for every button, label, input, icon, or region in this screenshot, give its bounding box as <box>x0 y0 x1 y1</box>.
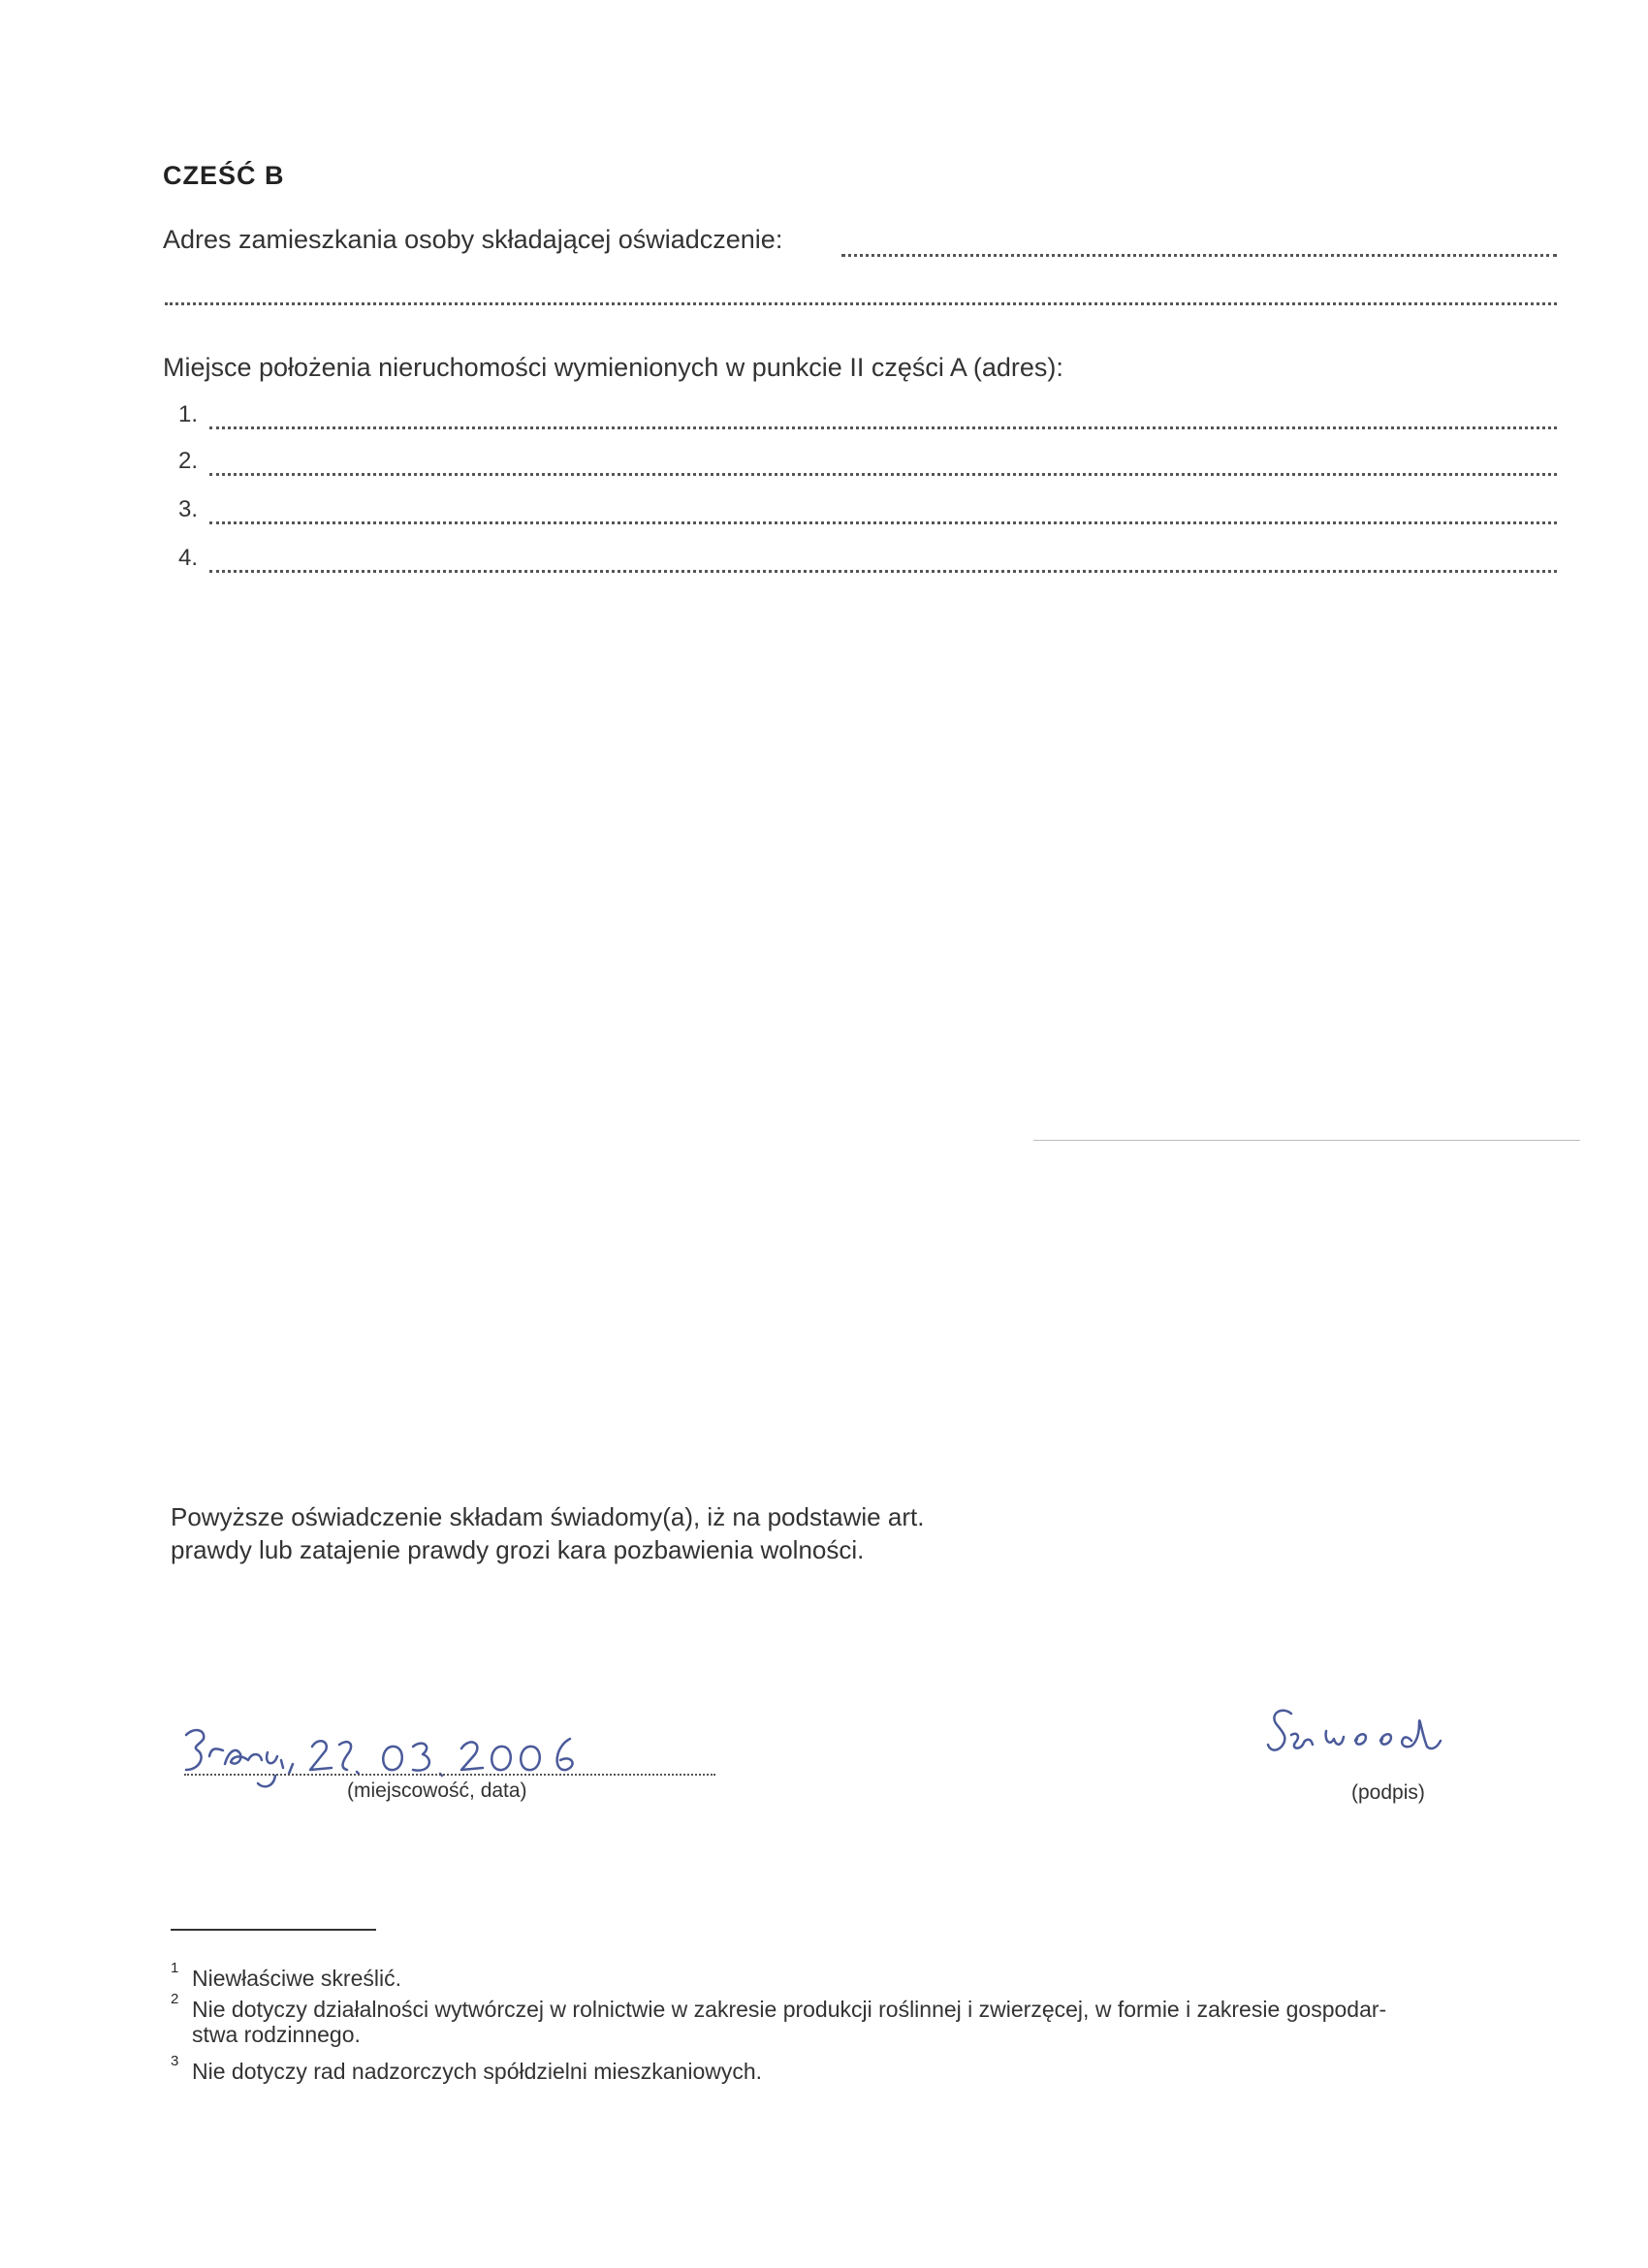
footnote-mark-2: 2 <box>171 1991 179 2007</box>
handwritten-signature <box>1266 1702 1460 1770</box>
address-label: Adres zamieszkania osoby składającej oświadczenie: <box>163 225 783 254</box>
property-number-1: 1. <box>178 401 199 427</box>
place-date-label: (miejscowość, data) <box>347 1780 527 1802</box>
property-line-2[interactable] <box>209 473 1557 476</box>
footnote-text-2-cont: stwa rodzinnego. <box>192 2022 361 2047</box>
footnote-mark-1: 1 <box>171 1960 179 1976</box>
footnote-text-1: Niewłaściwe skreślić. <box>192 1966 401 1991</box>
section-title: CZEŚĆ B <box>163 161 285 190</box>
separator-line <box>1033 1140 1580 1141</box>
place-date-line[interactable] <box>184 1774 715 1776</box>
footnote-text-2: Nie dotyczy działalności wytwórczej w rolnictwie w zakresie produkcji roślinnej i zwierzęcej, w formie i zakresie gospodar- <box>192 1997 1387 2022</box>
property-line-1[interactable] <box>209 426 1557 429</box>
address-line-2[interactable] <box>165 302 1557 305</box>
property-number-2: 2. <box>178 448 199 474</box>
signature-label: (podpis) <box>1351 1781 1425 1804</box>
declaration-line-1: Powyższe oświadczenie składam świadomy(a), iż na podstawie art. <box>171 1502 925 1531</box>
property-number-4: 4. <box>178 545 199 571</box>
property-number-3: 3. <box>178 496 199 522</box>
footnote-rule <box>171 1929 376 1931</box>
address-line-1[interactable] <box>841 254 1557 257</box>
property-line-3[interactable] <box>209 521 1557 524</box>
declaration-line-2: prawdy lub zatajenie prawdy grozi kara pozbawienia wolności. <box>171 1535 865 1564</box>
property-line-4[interactable] <box>209 570 1557 573</box>
footnote-mark-3: 3 <box>171 2053 179 2069</box>
footnote-text-3: Nie dotyczy rad nadzorczych spółdzielni mieszkaniowych. <box>192 2059 763 2084</box>
properties-label: Miejsce położenia nieruchomości wymienionych w punkcie II części A (adres): <box>163 353 1063 382</box>
